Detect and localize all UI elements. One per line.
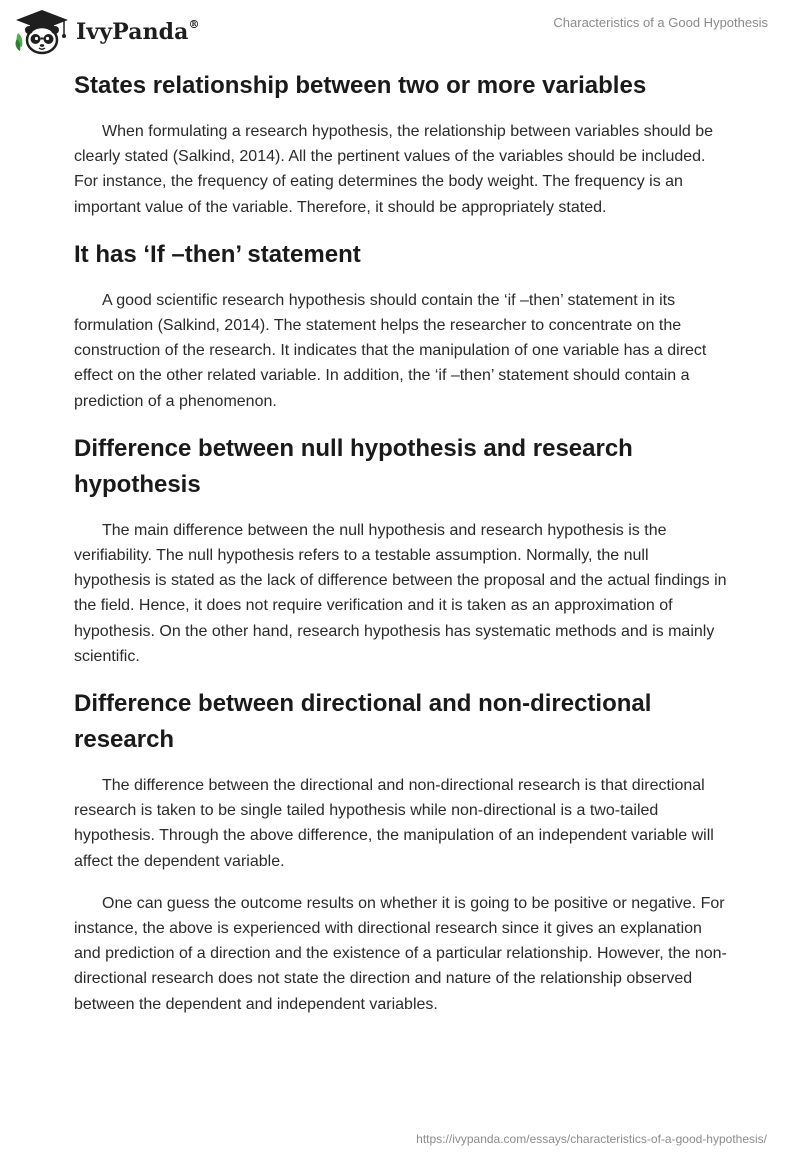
section-heading: Difference between null hypothesis and research hypothesis: [74, 434, 633, 498]
paragraph: One can guess the outcome results on whether it is going to be positive or negative. For instance, the above is experienced with directional research since it gives an explanation and prediction of a direction and the existence of a particular relationship. However, the non-directional research does not state the direction and nature of the relationship observed between the dependent and independent variables.: [74, 894, 727, 1013]
document-title: Characteristics of a Good Hypothesis: [553, 15, 768, 30]
page-header: [0, 0, 800, 60]
panda-graduate-icon: [14, 9, 70, 55]
paragraph: A good scientific research hypothesis should contain the ‘if –then’ statement in its formulation (Salkind, 2014). The statement helps the researcher to concentrate on the construction of the research. It indicates that the manipulation of one variable has a direct effect on the other related variable. In addition, the ‘if –then’ statement should contain a prediction of a phenomenon.: [74, 291, 707, 410]
section-if-then-statement: [74, 237, 728, 414]
paragraph: The difference between the directional and non-directional research is that directional research is taken to be single tailed hypothesis while non-directional is a two-tailed hypothesis. Through the above difference, the manipulation of an independent variable will affect the dependent variable.: [74, 777, 714, 870]
paragraph: The main difference between the null hypothesis and research hypothesis is the verifiability. The null hypothesis refers to a testable assumption. Normally, the null hypothesis is stated as the lack of difference between the proposal and the actual findings in the field. Hence, it does not require verification and it is taken as an approximation of hypothesis. On the other hand, research hypothesis has systematic methods and is mainly scientific.: [74, 521, 727, 665]
section-directional-vs-non-directional: [74, 686, 728, 1017]
brand-logo[interactable]: [14, 9, 200, 55]
section-heading: States relationship between two or more variables: [74, 72, 647, 99]
section-heading: Difference between directional and non-directional research: [74, 690, 652, 754]
paragraph: When formulating a research hypothesis, the relationship between variables should be clearly stated (Salkind, 2014). All the pertinent values of the variables should be included. For instance, the frequency of eating determines the body weight. The frequency is an important value of the variable. Therefore, it should be appropriately stated.: [74, 123, 714, 216]
section-heading: It has ‘If –then’ statement: [74, 240, 361, 268]
section-null-vs-research-hypothesis: [74, 431, 728, 669]
brand-name: IvyPanda®: [76, 18, 200, 45]
essay-body: [74, 68, 728, 1034]
source-url-link[interactable]: https://ivypanda.com/essays/characteristics-of-a-good-hypothesis/: [416, 1132, 767, 1146]
section-relationship-variables: [74, 68, 728, 220]
